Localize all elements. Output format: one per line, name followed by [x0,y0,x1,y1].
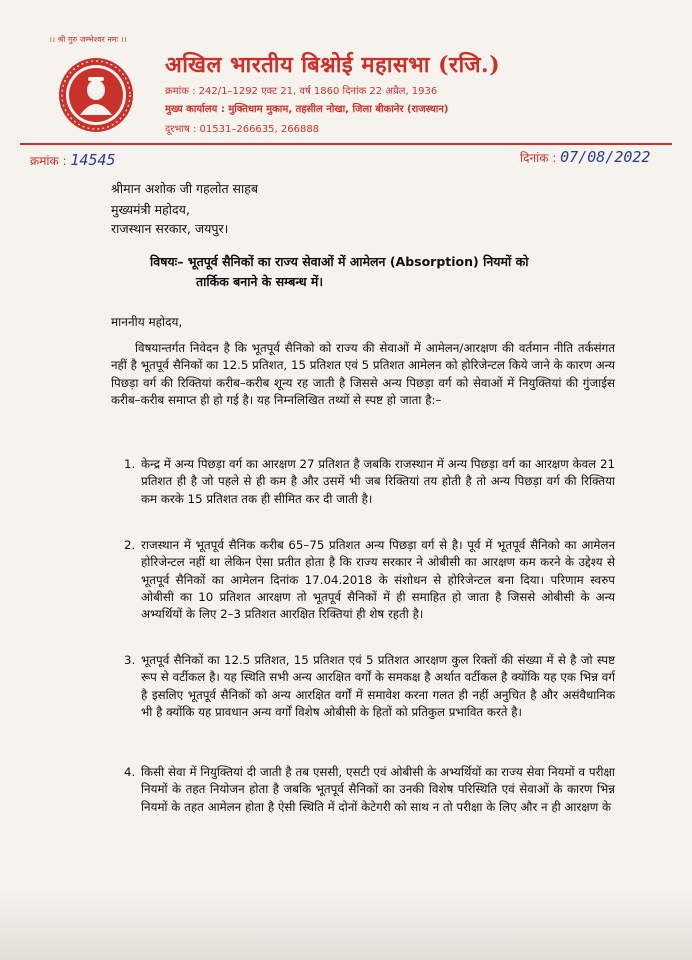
point-text: भूतपूर्व सैनिकों का 12.5 प्रतिशत, 15 प्रतिशत एवं 5 प्रतिशत आरक्षण कुल रिक्तों की संख्या में से है जो स्पष्ट रूप से वर्टीकल है। यह स्थिति सभी अन्य आरक्षित वर्गों के समकक्ष है अर्थात वर्टीकल है क्योंकि यह एक भिन्न वर्ग है इसलिए भूतपूर्व सैनिकों को अन्य आरक्षित वर्गों में समावेश करना गलत ही नहीं अनुचित है और असंवैधानिक भी है क्योंकि यह प्रावधान अन्य वर्गों विशेष ओबीसी के हितों को प्रतिकुल प्रभावित करते है। [141,653,615,719]
recipient-address: राजस्थान सरकार, जयपुर। [111,221,229,236]
recipient-designation: मुख्यमंत्री महोदय, [111,202,190,217]
intro-paragraph: विषयान्तर्गत निवेदन है कि भूतपूर्व सैनिको को राज्य की सेवाओं में आमेलन/आरक्षण की वर्तमान नीति तर्कसंगत नहीं है भूतपूर्व सैनिकों का 12.5 प्रतिशत, 15 प्रतिशत एवं 5 प्रतिशत आमेलन को होरिजेन्टल किये जाने के कारण अन्य पिछड़ा वर्ग की रिक्तियां करीब–करीब शून्य रह जाती है जिससे अन्य पिछड़ा वर्ग को सेवाओं में नियुक्तियां की गुंजाईस करीब–करीब समाप्त ही हो गई है। यह निम्नलिखित तथ्यों से स्पष्ट हो जाता है:– [111,341,615,407]
letter-subject [150,252,620,292]
head-office-line: मुख्य कार्यालय : मुक्तिधाम मुकाम, तहसील नोखा, जिला बीकानेर (राजस्थान) [165,104,449,115]
org-tagline: ।। श्री गुरु जम्भेश्वर नमः ।। [49,35,127,44]
salutation: माननीय महोदय, [111,315,183,329]
letter-date [520,148,650,166]
letter-date-label: दिनांक : [520,151,557,165]
point-number: 3. [124,653,136,667]
org-name: अखिल भारतीय बिश्नोई महासभा (रजि.) [165,52,501,78]
subject-line-1: विषयः– भूतपूर्व सैनिकों का राज्य सेवाओं में आमेलन (Absorption) नियमों को [150,254,529,269]
point-item-4 [111,764,615,816]
letterhead-divider [20,143,672,145]
page-bottom-shadow [0,890,692,960]
point-item-2 [111,537,615,623]
letter-date-value: 07/08/2022 [560,148,651,166]
point-text: राजस्थान में भूतपूर्व सैनिक करीब 65–75 प्रतिशत अन्य पिछड़ा वर्ग से है। पूर्व में भूतपूर्व सैनिको का आमेलन होरिजेन्टल नहीं था लेकिन ऐसा प्रतीत होता है कि राज्य सरकार ने ओबीसी का आरक्षण कम करने के उद्देश्य से भूतपूर्व सैनिकों का आमेलन दिनांक 17.04.2018 के संशोधन से होरिजेन्टल बना दिया। परिणाम स्वरुप ओबीसी का 10 प्रतिशत आरक्षण तो भूतपूर्व सैनिकों में ही समाहित हो जाता है जिससे ओबीसी के अन्य अभ्यर्थियों के लिए 2–3 प्रतिशत आरक्षित रिक्तियां ही शेष रहती है। [141,538,615,622]
reference-number-value: 14545 [70,151,116,169]
registration-line: क्रमांक : 242/1–1292 एक्ट 21, वर्ष 1860 दिनांक 22 अप्रैल, 1936 [165,86,438,97]
point-item-1 [111,456,615,508]
phone-line: दूरभाष : 01531–266635, 266888 [165,124,320,135]
point-number: 4. [124,765,136,779]
point-text: केन्द्र में अन्य पिछड़ा वर्ग का आरक्षण 27 प्रतिशत है जबकि राजस्थान में अन्य पिछड़ा वर्ग का आरक्षण केवल 21 प्रतिशत ही है जो पहले से ही कम है और उसमें भी जब रिक्तियां तय होती है तो अन्य पिछड़ा वर्ग की रिक्तिया कम करके 15 प्रतिशत तक ही सीमित कर दी जाती है। [141,457,615,506]
reference-number [30,151,116,169]
point-text: किसी सेवा में नियुक्तियां दी जाती है तब एससी, एसटी एवं ओबीसी के अभ्यर्थियों का राज्य सेवा नियमों व परीक्षा नियमों के तहत नियोजन होता है जबकि भूतपूर्व सैनिकों का उनकी विशेष परिस्थिति एवं सेवाओं के कारण भिन्न नियमों के तहत आमेलन होता है ऐसी स्थिति में दोनों केटेगरी को साथ न तो परीक्षा के लिए और न ही आरक्षण के [141,765,615,814]
org-emblem-logo [58,57,134,133]
point-number: 1. [124,457,136,471]
point-item-3 [111,652,615,721]
reference-number-label: क्रमांक : [30,154,67,168]
recipient-name: श्रीमान अशोक जी गहलोत साहब [111,181,259,196]
point-number: 2. [124,538,136,552]
subject-line-2: तार्किक बनाने के सम्बन्ध में। [196,274,324,289]
